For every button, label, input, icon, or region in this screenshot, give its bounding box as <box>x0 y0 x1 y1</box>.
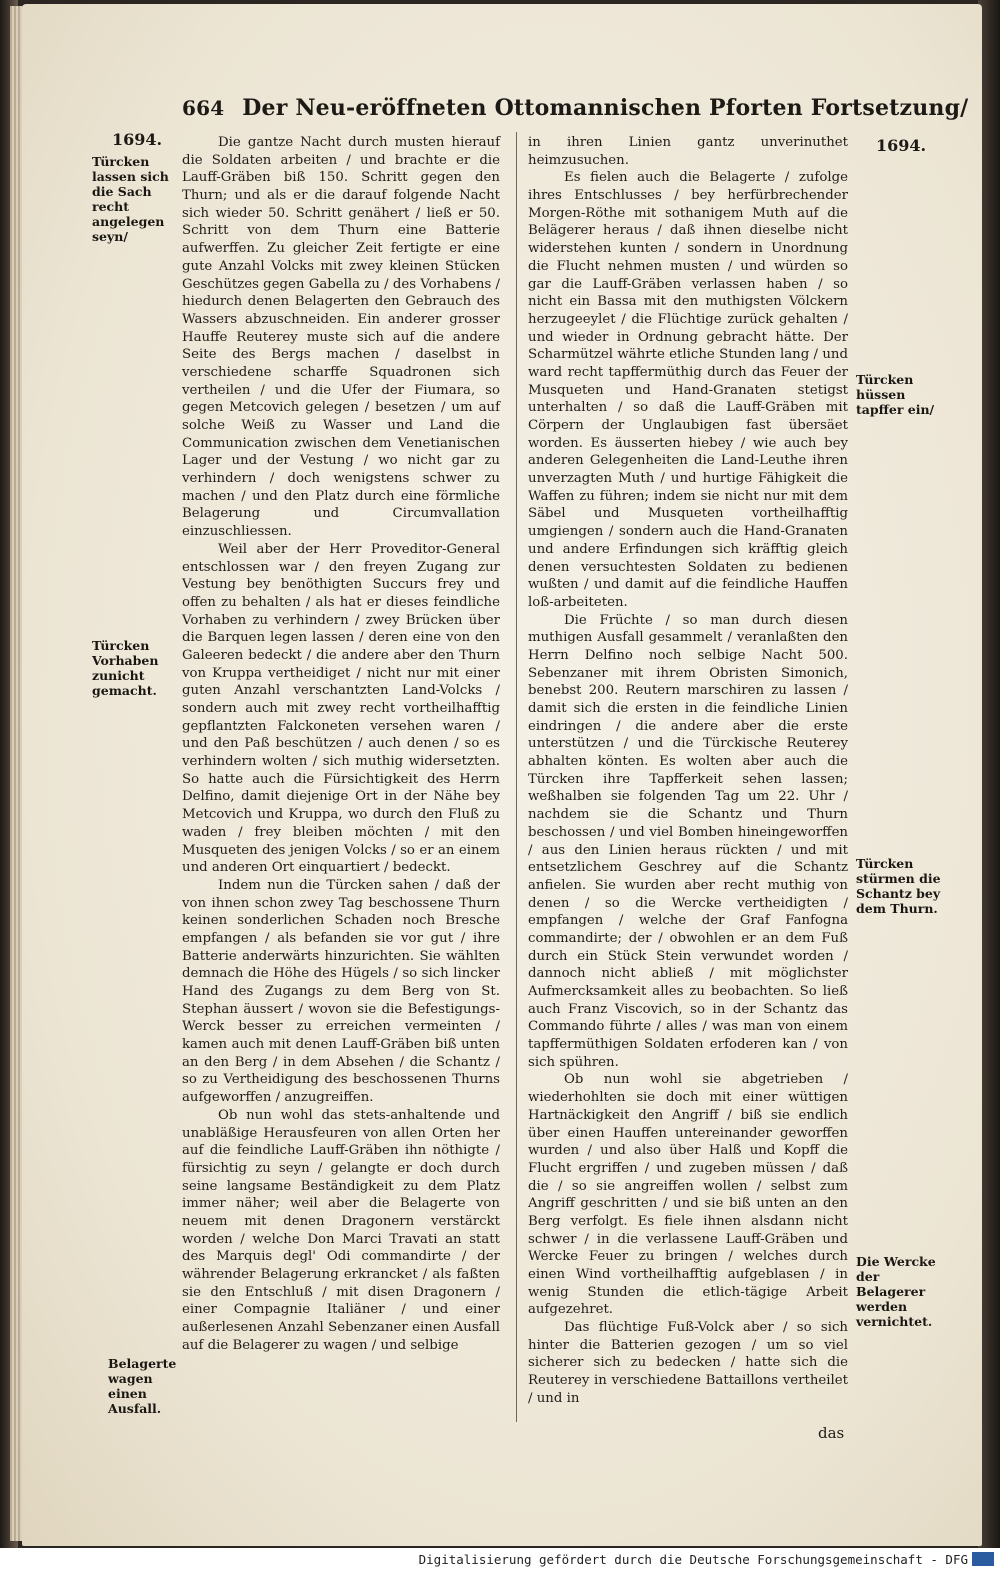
paragraph: Weil aber der Herr Proveditor-General entschlossen war / den freyen Zugang zur Vestung bey benöthigten Succurs frey und offen zu behalten / als hat er dieses feindliche Vorhaben zu verhindern / zwey Brücken über die Barquen legen lassen / deren eine von den Galeeren bedeckt / die andere aber den Thurn von Kruppa vertheidiget / nicht nur mit einer guten Anzahl verschantzten Land-Volcks / sondern auch mit zwey recht vortheilhafftig gepflantzten Falckoneten versehen waren / und den Paß beschützen / auch denen / so es verhindern wolten / sich muthig widersetzten. So hatte auch die Fürsichtigkeit des Herrn Delfino, damit diejenige Ort in der Nähe bey Metcovich und Kruppa, wo durch den Fluß zu waden / frey bleiben möchten / mit den Musqueten des jenigen Volcks / so er an einem und anderen Ort einquartiert / bedeckt. <box>182 541 500 876</box>
year-left: 1694. <box>112 130 163 149</box>
left-text-column <box>182 134 500 1354</box>
paragraph: Das flüchtige Fuß-Volck aber / so sich hinter die Batterien gezogen / um so viel sicherer sich zu bedecken / hatte sich die Reuterey in verschiedene Battaillons vertheilet / und in <box>528 1320 848 1406</box>
margin-note-right-2: Türcken stürmen die Schantz bey dem Thurn. <box>856 856 941 916</box>
paragraph: in ihren Linien gantz unverinuthet heimzusuchen. <box>528 135 848 168</box>
paragraph: Ob nun wohl das stets-anhaltende und unabläßige Herausfeuren von allen Orten her auf die feindliche Lauff-Gräben ihn nöthigte / fürsichtig zu seyn / gelangte er doch durch seine langsame Beständigkeit zu dem Platz immer näher; weil aber die Belagerte von neuem mit denen Dragonern verstärckt worden / welche Don Marci Travati an statt des Marquis degl' Odi commandirte / der währender Belagerung erkrancket / als faßten sie den Entschluß / mit disen Dragonern / einer Compagnie Italiäner / und einer außerlesenen Anzahl Sebenzaner einen Ausfall auf die Belagerer zu wagen / und selbige <box>182 1107 500 1353</box>
column-divider <box>516 132 517 1422</box>
right-text-column <box>528 134 848 1408</box>
margin-note-left-1: Türcken lassen sich die Sach recht angelegen seyn/ <box>92 154 169 244</box>
digitization-footer <box>0 1548 1000 1572</box>
funding-credit: Digitalisierung gefördert durch die Deutsche Forschungsgemeinschaft - DFG <box>418 1552 968 1567</box>
paragraph: Ob nun wohl sie abgetrieben / wiederhohlten sie doch mit einer wüttigen Hartnäckigkeit den Angriff / biß sie endlich über einen Hauffen untereinander geworffen wurden / und also über Halß und Kopff die Flucht ergriffen / und zugeben müssen / daß die / so sie angreiffen wollen / selbst zum Angriff geschritten / und sie biß unten an den Berg verfolgt. Es fiele ihnen alsdann nicht schwer / in die verlassene Lauff-Gräben und Wercke Feuer zu bringen / welches durch einen Wind vortheilhafftig aufgeblasen / in wenig Stunden die etlich-tägige Arbeit aufgezehret. <box>528 1072 848 1318</box>
paragraph: Es fielen auch die Belagerte / zufolge ihres Entschlusses / bey herfürbrechender Morgen-Röthe mit sothanigem Muth auf die Belägerer heraus / daß ihnen dieselbe nicht widerstehen kunten / sondern in Unordnung die Flucht nehmen musten / und würden so gar die Lauff-Gräben verlassen haben / so nicht ein Bassa mit den muthigsten Völckern herzugeeylet / die Flüchtige zurück gehalten / und wieder in Ordnung gebracht hätte. Der Scharmützel währte etliche Stunden lang / und ward recht tapffermüthig durch das Feuer der Musqueten und Hand-Granaten stetigst unterhalten / so daß die Lauff-Gräben mit Cörpern der Unglaubigen fast übersäet worden. Es äusserten hiebey / wie auch bey anderen Gelegenheiten die Land-Leuthe ihren unverzagten Muth / und hurtige Fähigkeit die Waffen zu führen; indem sie nicht nur mit dem Säbel und Musqueten vortheilhafftig umgiengen / sondern auch die Hand-Granaten und andere Erfindungen sich kräfftig gleich denen versuchtesten Soldaten zu bedienen wußten / und damit auf die feindliche Hauffen loß-arbeiteten. <box>528 170 848 610</box>
paragraph: Die Früchte / so man durch diesen muthigen Ausfall gesammelt / veranlaßten den Herrn Delfino noch selbige Nacht 500. Sebenzaner mit ihrem Obristen Simonich, benebst 200. Reutern marschiren zu lassen / damit sich die ersten in die feindliche Linien eindringen / die andere aber die erste unterstützen / und die Türckische Reuterey abhalten könten. Es wolten aber auch die Türcken ihre Tapfferkeit sehen lassen; weßhalben sie folgenden Tag um 22. Uhr / nachdem sie die Schantz und Thurn beschossen / und viel Bomben hineingeworffen / aus den Linien heraus rückten / und mit entsetzlichem Geschrey auf die Schantz anfielen. Sie wurden aber recht muthig von denen / so die Wercke vertheidigten / empfangen / welche der Graf Fanfogna commandirte; der / obwohlen er an dem Fuß durch ein Stück Stein verwundet worden / dannoch nicht abließ / mit möglichster Aufmercksamkeit alles zu beobachten. So ließ auch Franz Viscovich, so in der Schantz das Commando führte / alles / was man von einem tapffermüthigen Soldaten erfoderen kan / von sich spühren. <box>528 612 848 1070</box>
margin-note-right-3: Die Wercke der Belagerer werden vernichtet. <box>856 1254 936 1329</box>
running-title: Der Neu-eröffneten Ottomannischen Pforten Fortsetzung/ <box>242 95 969 121</box>
year-right: 1694. <box>876 136 927 155</box>
catchword: das <box>818 1424 845 1442</box>
margin-note-left-2: Türcken Vorhaben zunicht gemacht. <box>92 638 159 698</box>
margin-note-right-1: Türcken hüssen tapffer ein/ <box>856 372 935 417</box>
paragraph: Indem nun die Türcken sahen / daß der von ihnen schon zwey Tag beschossene Thurn keinen sonderlichen Schaden noch Bresche empfangen / als befanden sie vor gut / ihre Batterie anderwärts hinzurichten. Sie wählten demnach die Höhe des Hügels / so sich lincker Hand des Zugangs zu dem Berg von St. Stephan äussert / wovon sie die Befestigungs-Werck besser zu erreichen vermeinten / kamen auch mit denen Lauff-Gräben biß unten an den Berg / in dem Absehen / die Schantz / so zu Vertheidigung des beschossenen Thurns aufgeworffen / anzugreiffen. <box>182 877 500 1106</box>
page-number: 664 <box>182 96 225 120</box>
running-header <box>182 95 969 125</box>
dfg-logo-icon <box>972 1552 994 1566</box>
margin-note-left-3: Belagerte wagen einen Ausfall. <box>108 1356 177 1416</box>
paragraph: Die gantze Nacht durch musten hierauf die Soldaten arbeiten / und brachte er die Lauff-Gräben biß 150. Schritt gegen den Thurn; und als er die darauf folgende Nacht sich wieder 50. Schritt genähert / ließ er 50. Schritt von dem Thurn eine Batterie aufwerffen. Zu gleicher Zeit fertigte er eine gute Anzahl Volcks mit zwey kleinen Stücken Geschützes gegen Gabella zu / des Vorhabens / hiedurch denen Belagerten den Gebrauch des Wassers abzuschneiden. Ein anderer grosser Hauffe Reuterey muste sich auf die andere Seite des Bergs machen / daselbst in verschiedene scharffe Squadronen sich vertheilen / und die Ufer der Fiumara, so gegen Metcovich gelegen / besetzen / um auf solche Weiß zu Wasser und Land die Communication zwischen dem Venetianischen Lager und der Vestung / wo nicht gar zu verhindern / doch wenigstens schwer zu machen / und den Platz durch eine förmliche Belagerung und Circumvallation einzuschliessen. <box>182 135 500 540</box>
